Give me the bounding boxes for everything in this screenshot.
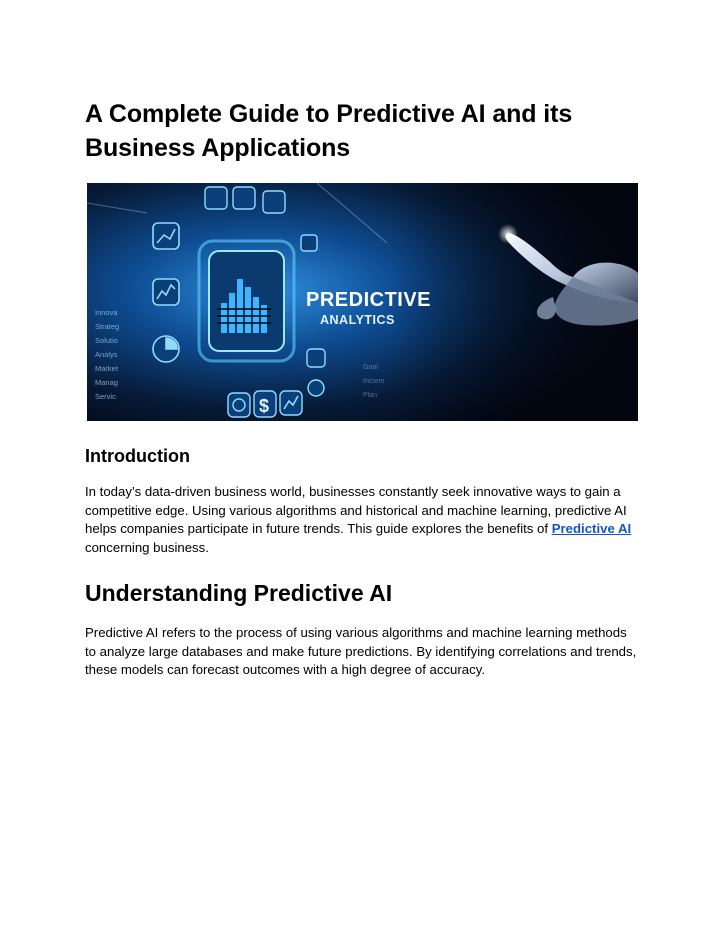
label-manag: Manag xyxy=(95,378,118,387)
label-analys: Analys xyxy=(95,350,118,359)
bar-chart-icon xyxy=(153,279,179,305)
badge-line-predictive: PREDICTIVE xyxy=(306,289,432,311)
stopwatch-icon xyxy=(228,393,250,417)
dollar-glyph: $ xyxy=(259,396,270,416)
label-plan: Plan xyxy=(363,392,378,399)
label-servic: Servic xyxy=(95,392,116,401)
central-dashboard-screen xyxy=(199,241,294,361)
intro-text-after: concerning business. xyxy=(85,539,209,555)
understanding-paragraph: Predictive AI refers to the process of using various algorithms and machine learning methods to analyze large databases and make future predictions. By identifying correlations and trends, these models can forecast outcomes with a high degree of accuracy. xyxy=(85,625,637,678)
introduction-paragraph xyxy=(85,483,637,557)
understanding-predictive-ai-heading: Understanding Predictive AI xyxy=(85,580,393,606)
growth-chart-icon xyxy=(280,391,302,415)
document-title: A Complete Guide to Predictive AI and its Business Applications xyxy=(85,100,573,162)
hero-image-predictive-analytics xyxy=(87,183,638,421)
introduction-heading: Introduction xyxy=(85,446,190,466)
predictive-ai-link[interactable]: Predictive AI xyxy=(551,521,632,537)
label-goal: Goal xyxy=(363,364,378,371)
bottom-icon-row xyxy=(228,391,302,417)
label-strateg: Strateg xyxy=(95,322,120,331)
badge-line-analytics: ANALYTICS xyxy=(320,313,395,327)
intro-text-before: In today’s data-driven business world, businesses constantly seek innovative ways to gain a competitive edge. Using various algorithms and historical and machine learning, predictive AI helps companies participate in future trends. This guide explores the benefits of xyxy=(85,484,627,537)
label-solutio: Solutio xyxy=(95,336,118,345)
label-innova: Innova xyxy=(95,308,118,317)
trend-up-icon xyxy=(153,223,179,249)
label-increm: Increm xyxy=(363,378,385,385)
label-market: Market xyxy=(95,364,118,373)
dollar-icon xyxy=(254,391,276,417)
pie-chart-icon xyxy=(153,336,179,362)
